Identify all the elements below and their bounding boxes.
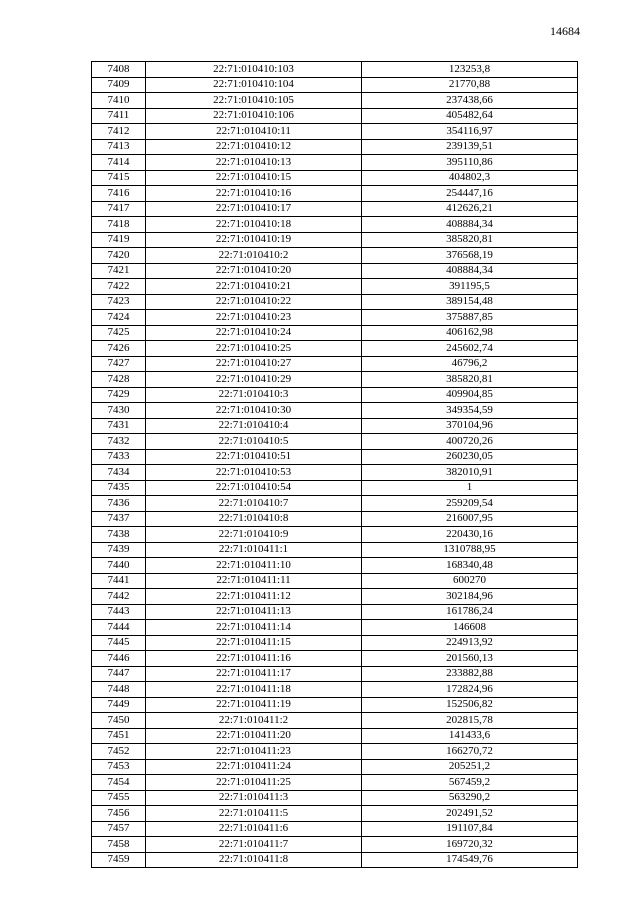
cadastral-number-cell: 22:71:010411:18	[146, 682, 362, 698]
table-row	[92, 93, 578, 109]
cadastral-number-cell: 22:71:010410:8	[146, 511, 362, 527]
cadastral-number-cell: 22:71:010410:24	[146, 325, 362, 341]
row-number-cell: 7429	[92, 387, 146, 403]
row-number-cell: 7449	[92, 697, 146, 713]
row-number-cell: 7441	[92, 573, 146, 589]
cadastral-value-cell: 254447,16	[362, 186, 578, 202]
cadastral-value-cell: 205251,2	[362, 759, 578, 775]
cadastral-number-cell: 22:71:010410:12	[146, 139, 362, 155]
table-row	[92, 279, 578, 295]
cadastral-number-cell: 22:71:010411:7	[146, 837, 362, 853]
cadastral-number-cell: 22:71:010411:12	[146, 589, 362, 605]
table-row	[92, 806, 578, 822]
row-number-cell: 7410	[92, 93, 146, 109]
row-number-cell: 7459	[92, 852, 146, 868]
cadastral-value-cell: 245602,74	[362, 341, 578, 357]
cadastral-value-cell: 202815,78	[362, 713, 578, 729]
cadastral-value-cell: 370104,96	[362, 418, 578, 434]
table-row	[92, 294, 578, 310]
table-row	[92, 77, 578, 93]
table-row	[92, 108, 578, 124]
cadastral-value-cell: 174549,76	[362, 852, 578, 868]
cadastral-value-cell: 146608	[362, 620, 578, 636]
table-row	[92, 449, 578, 465]
cadastral-number-cell: 22:71:010411:16	[146, 651, 362, 667]
cadastral-value-cell: 349354,59	[362, 403, 578, 419]
cadastral-number-cell: 22:71:010410:30	[146, 403, 362, 419]
cadastral-number-cell: 22:71:010410:3	[146, 387, 362, 403]
cadastral-value-cell: 389154,48	[362, 294, 578, 310]
cadastral-number-cell: 22:71:010410:23	[146, 310, 362, 326]
cadastral-value-cell: 239139,51	[362, 139, 578, 155]
table-row	[92, 403, 578, 419]
cadastral-value-cell: 408884,34	[362, 263, 578, 279]
cadastral-number-cell: 22:71:010410:104	[146, 77, 362, 93]
row-number-cell: 7443	[92, 604, 146, 620]
table-row	[92, 697, 578, 713]
table-row	[92, 387, 578, 403]
table-row	[92, 139, 578, 155]
table-row	[92, 837, 578, 853]
row-number-cell: 7422	[92, 279, 146, 295]
table-row	[92, 666, 578, 682]
cadastral-value-cell: 302184,96	[362, 589, 578, 605]
cadastral-value-cell: 408884,34	[362, 217, 578, 233]
table-row	[92, 480, 578, 496]
cadastral-value-cell: 161786,24	[362, 604, 578, 620]
table-row	[92, 542, 578, 558]
row-number-cell: 7444	[92, 620, 146, 636]
table-row	[92, 589, 578, 605]
cadastral-number-cell: 22:71:010411:10	[146, 558, 362, 574]
table-row	[92, 713, 578, 729]
cadastral-value-cell: 567459,2	[362, 775, 578, 791]
cadastral-value-cell: 191107,84	[362, 821, 578, 837]
row-number-cell: 7409	[92, 77, 146, 93]
cadastral-value-cell: 169720,32	[362, 837, 578, 853]
table-row	[92, 775, 578, 791]
cadastral-number-cell: 22:71:010411:2	[146, 713, 362, 729]
row-number-cell: 7448	[92, 682, 146, 698]
cadastral-number-cell: 22:71:010411:5	[146, 806, 362, 822]
row-number-cell: 7430	[92, 403, 146, 419]
cadastral-number-cell: 22:71:010411:20	[146, 728, 362, 744]
cadastral-number-cell: 22:71:010411:8	[146, 852, 362, 868]
table-row	[92, 558, 578, 574]
cadastral-number-cell: 22:71:010410:103	[146, 62, 362, 78]
cadastral-number-cell: 22:71:010410:22	[146, 294, 362, 310]
row-number-cell: 7412	[92, 124, 146, 140]
table-row	[92, 201, 578, 217]
cadastral-number-cell: 22:71:010410:20	[146, 263, 362, 279]
row-number-cell: 7411	[92, 108, 146, 124]
table-row	[92, 170, 578, 186]
table-row	[92, 821, 578, 837]
row-number-cell: 7408	[92, 62, 146, 78]
cadastral-value-cell: 1310788,95	[362, 542, 578, 558]
cadastral-number-cell: 22:71:010411:14	[146, 620, 362, 636]
table-row	[92, 263, 578, 279]
table-row	[92, 759, 578, 775]
cadastral-number-cell: 22:71:010410:18	[146, 217, 362, 233]
cadastral-value-cell: 259209,54	[362, 496, 578, 512]
row-number-cell: 7454	[92, 775, 146, 791]
row-number-cell: 7417	[92, 201, 146, 217]
table-row	[92, 217, 578, 233]
table-row	[92, 604, 578, 620]
cadastral-value-cell: 141433,6	[362, 728, 578, 744]
cadastral-number-cell: 22:71:010410:27	[146, 356, 362, 372]
cadastral-number-cell: 22:71:010410:29	[146, 372, 362, 388]
cadastral-value-cell: 260230,05	[362, 449, 578, 465]
cadastral-value-cell: 600270	[362, 573, 578, 589]
cadastral-value-cell: 152506,82	[362, 697, 578, 713]
cadastral-value-cell: 202491,52	[362, 806, 578, 822]
cadastral-value-cell: 233882,88	[362, 666, 578, 682]
cadastral-number-cell: 22:71:010410:105	[146, 93, 362, 109]
row-number-cell: 7450	[92, 713, 146, 729]
row-number-cell: 7434	[92, 465, 146, 481]
row-number-cell: 7423	[92, 294, 146, 310]
cadastral-number-cell: 22:71:010411:3	[146, 790, 362, 806]
cadastral-value-cell: 168340,48	[362, 558, 578, 574]
row-number-cell: 7426	[92, 341, 146, 357]
row-number-cell: 7436	[92, 496, 146, 512]
cadastral-value-cell: 391195,5	[362, 279, 578, 295]
cadastral-value-cell: 382010,91	[362, 465, 578, 481]
cadastral-value-cell: 385820,81	[362, 372, 578, 388]
cadastral-value-cell: 409904,85	[362, 387, 578, 403]
cadastral-value-cell: 395110,86	[362, 155, 578, 171]
cadastral-number-cell: 22:71:010410:9	[146, 527, 362, 543]
row-number-cell: 7413	[92, 139, 146, 155]
cadastral-number-cell: 22:71:010411:1	[146, 542, 362, 558]
cadastral-number-cell: 22:71:010411:6	[146, 821, 362, 837]
table-body	[92, 62, 578, 868]
row-number-cell: 7427	[92, 356, 146, 372]
row-number-cell: 7415	[92, 170, 146, 186]
row-number-cell: 7428	[92, 372, 146, 388]
row-number-cell: 7442	[92, 589, 146, 605]
table-row	[92, 620, 578, 636]
cadastral-value-table	[91, 61, 578, 868]
cadastral-value-cell: 412626,21	[362, 201, 578, 217]
cadastral-number-cell: 22:71:010410:16	[146, 186, 362, 202]
cadastral-number-cell: 22:71:010411:24	[146, 759, 362, 775]
row-number-cell: 7421	[92, 263, 146, 279]
cadastral-number-cell: 22:71:010410:2	[146, 248, 362, 264]
row-number-cell: 7419	[92, 232, 146, 248]
cadastral-value-cell: 172824,96	[362, 682, 578, 698]
cadastral-number-cell: 22:71:010410:4	[146, 418, 362, 434]
row-number-cell: 7451	[92, 728, 146, 744]
row-number-cell: 7424	[92, 310, 146, 326]
cadastral-number-cell: 22:71:010410:51	[146, 449, 362, 465]
cadastral-number-cell: 22:71:010410:54	[146, 480, 362, 496]
row-number-cell: 7418	[92, 217, 146, 233]
row-number-cell: 7452	[92, 744, 146, 760]
cadastral-number-cell: 22:71:010410:5	[146, 434, 362, 450]
table-row	[92, 635, 578, 651]
cadastral-number-cell: 22:71:010410:7	[146, 496, 362, 512]
cadastral-value-cell: 375887,85	[362, 310, 578, 326]
cadastral-number-cell: 22:71:010411:25	[146, 775, 362, 791]
table-row	[92, 124, 578, 140]
row-number-cell: 7458	[92, 837, 146, 853]
table-row	[92, 62, 578, 78]
page-number: 14684	[550, 24, 580, 38]
cadastral-value-cell: 405482,64	[362, 108, 578, 124]
cadastral-value-cell: 46796,2	[362, 356, 578, 372]
row-number-cell: 7447	[92, 666, 146, 682]
row-number-cell: 7439	[92, 542, 146, 558]
cadastral-number-cell: 22:71:010411:17	[146, 666, 362, 682]
cadastral-value-cell: 216007,95	[362, 511, 578, 527]
table-row	[92, 186, 578, 202]
table-row	[92, 744, 578, 760]
row-number-cell: 7453	[92, 759, 146, 775]
table-row	[92, 496, 578, 512]
cadastral-value-cell: 237438,66	[362, 93, 578, 109]
cadastral-value-cell: 220430,16	[362, 527, 578, 543]
cadastral-value-cell: 406162,98	[362, 325, 578, 341]
row-number-cell: 7414	[92, 155, 146, 171]
row-number-cell: 7416	[92, 186, 146, 202]
cadastral-value-cell: 400720,26	[362, 434, 578, 450]
table-row	[92, 682, 578, 698]
table-row	[92, 248, 578, 264]
table-row	[92, 573, 578, 589]
row-number-cell: 7425	[92, 325, 146, 341]
cadastral-number-cell: 22:71:010411:23	[146, 744, 362, 760]
table-row	[92, 852, 578, 868]
table-row	[92, 790, 578, 806]
cadastral-value-cell: 123253,8	[362, 62, 578, 78]
table-row	[92, 325, 578, 341]
cadastral-value-cell: 166270,72	[362, 744, 578, 760]
table-row	[92, 511, 578, 527]
cadastral-number-cell: 22:71:010410:19	[146, 232, 362, 248]
row-number-cell: 7420	[92, 248, 146, 264]
row-number-cell: 7435	[92, 480, 146, 496]
cadastral-number-cell: 22:71:010411:11	[146, 573, 362, 589]
cadastral-number-cell: 22:71:010411:19	[146, 697, 362, 713]
row-number-cell: 7438	[92, 527, 146, 543]
cadastral-number-cell: 22:71:010411:15	[146, 635, 362, 651]
cadastral-number-cell: 22:71:010410:25	[146, 341, 362, 357]
row-number-cell: 7431	[92, 418, 146, 434]
table-row	[92, 372, 578, 388]
row-number-cell: 7437	[92, 511, 146, 527]
cadastral-number-cell: 22:71:010410:21	[146, 279, 362, 295]
cadastral-number-cell: 22:71:010410:11	[146, 124, 362, 140]
table-row	[92, 434, 578, 450]
row-number-cell: 7457	[92, 821, 146, 837]
row-number-cell: 7446	[92, 651, 146, 667]
row-number-cell: 7445	[92, 635, 146, 651]
table-row	[92, 651, 578, 667]
table-row	[92, 356, 578, 372]
row-number-cell: 7433	[92, 449, 146, 465]
table-row	[92, 728, 578, 744]
cadastral-value-cell: 376568,19	[362, 248, 578, 264]
table-row	[92, 310, 578, 326]
cadastral-value-cell: 21770,88	[362, 77, 578, 93]
cadastral-value-cell: 224913,92	[362, 635, 578, 651]
table-row	[92, 232, 578, 248]
cadastral-number-cell: 22:71:010410:106	[146, 108, 362, 124]
table-row	[92, 418, 578, 434]
cadastral-value-cell: 404802,3	[362, 170, 578, 186]
cadastral-value-cell: 1	[362, 480, 578, 496]
cadastral-value-cell: 563290,2	[362, 790, 578, 806]
cadastral-value-cell: 385820,81	[362, 232, 578, 248]
row-number-cell: 7456	[92, 806, 146, 822]
cadastral-value-cell: 201560,13	[362, 651, 578, 667]
cadastral-number-cell: 22:71:010410:13	[146, 155, 362, 171]
cadastral-value-cell: 354116,97	[362, 124, 578, 140]
cadastral-number-cell: 22:71:010410:53	[146, 465, 362, 481]
table-row	[92, 155, 578, 171]
row-number-cell: 7432	[92, 434, 146, 450]
row-number-cell: 7440	[92, 558, 146, 574]
cadastral-number-cell: 22:71:010410:17	[146, 201, 362, 217]
table-row	[92, 341, 578, 357]
cadastral-number-cell: 22:71:010410:15	[146, 170, 362, 186]
table-row	[92, 465, 578, 481]
row-number-cell: 7455	[92, 790, 146, 806]
table-row	[92, 527, 578, 543]
cadastral-number-cell: 22:71:010411:13	[146, 604, 362, 620]
